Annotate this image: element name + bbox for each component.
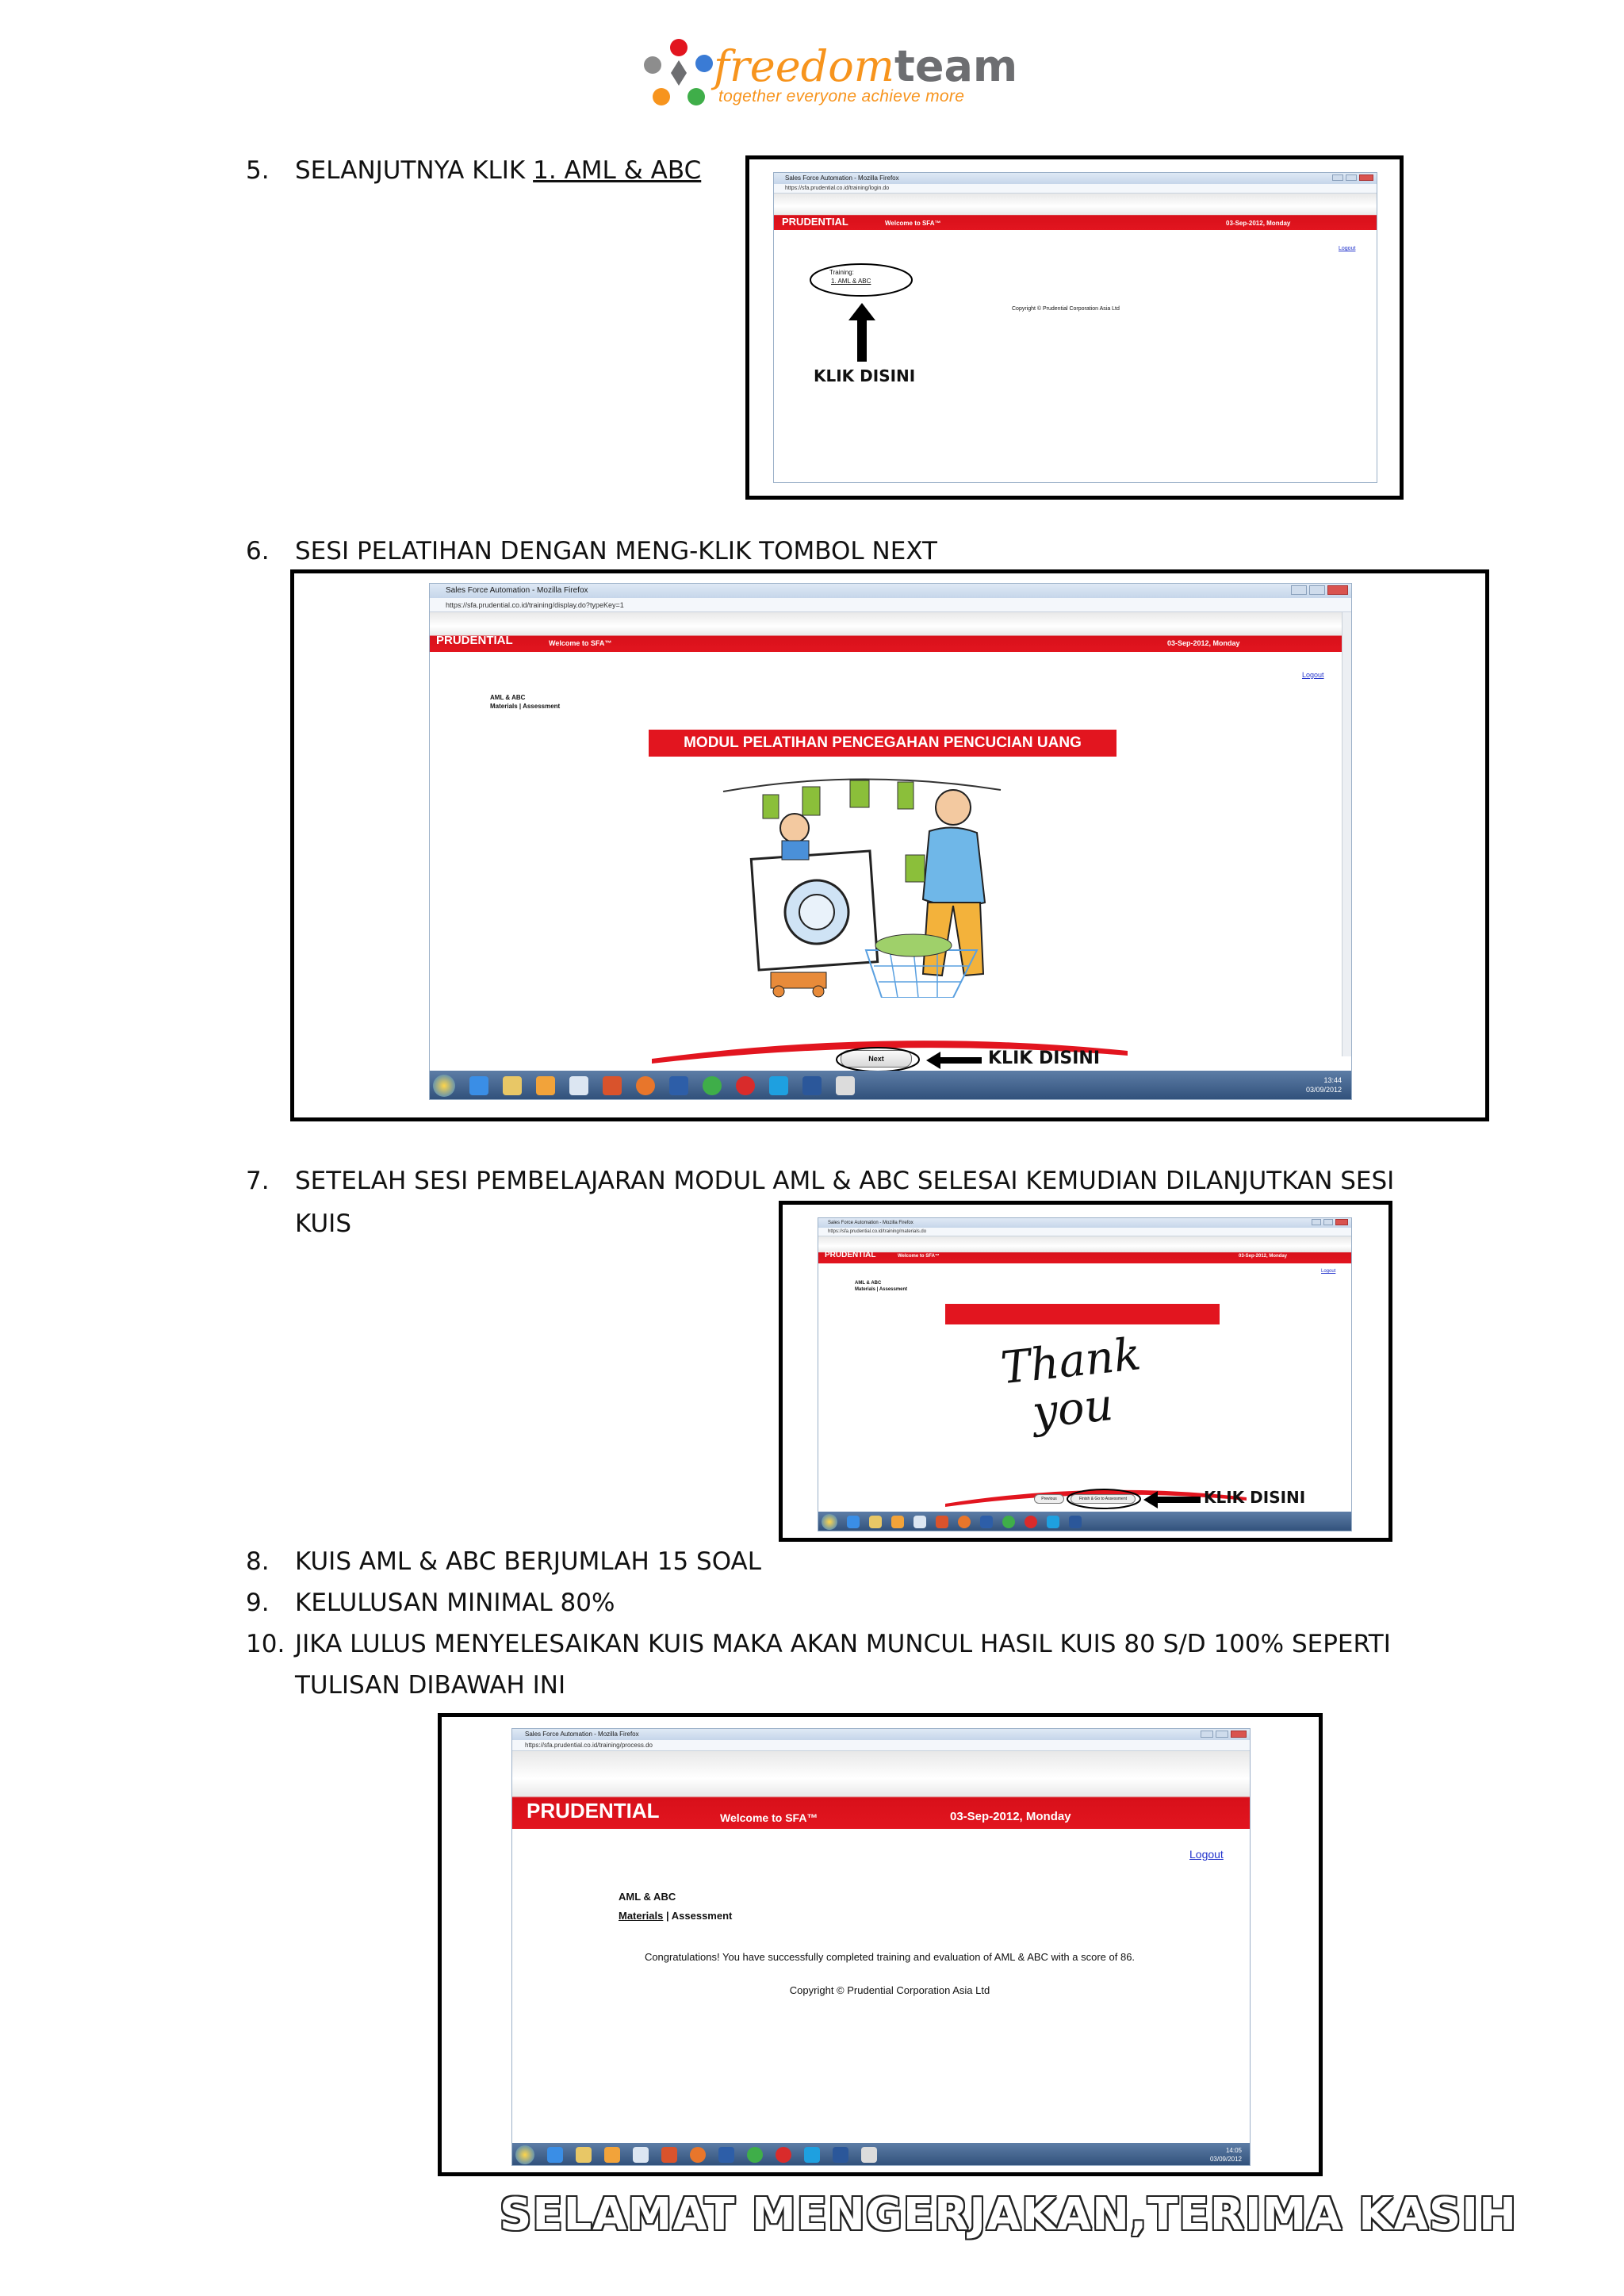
copyright-text: Copyright © Prudential Corporation Asia Ltd [789, 1984, 990, 1996]
welcome-text: Welcome to SFA™ [549, 639, 612, 647]
windows-taskbar [430, 1071, 1351, 1100]
highlight-ellipse [806, 260, 917, 300]
windows-taskbar [818, 1512, 1351, 1531]
window-controls[interactable] [1201, 1731, 1247, 1738]
browser-titlebar: Sales Force Automation - Mozilla Firefox [774, 173, 1377, 184]
step-number: 10. [246, 1630, 285, 1658]
app-icon[interactable] [776, 2147, 791, 2163]
tab-assessment[interactable]: Assessment [671, 1910, 733, 1922]
logout-link[interactable]: Logout [1302, 671, 1324, 679]
klik-disini-label: KLIK DISINI [1204, 1488, 1306, 1507]
tab-materials[interactable]: Materials [490, 703, 518, 710]
previous-button[interactable]: Previous [1034, 1494, 1064, 1504]
app-icon[interactable] [1025, 1516, 1037, 1528]
banner-date: 03-Sep-2012, Monday [1167, 639, 1240, 647]
app-icon[interactable] [669, 1076, 688, 1095]
app-icon[interactable] [914, 1516, 926, 1528]
powerpoint-icon[interactable] [603, 1076, 622, 1095]
step-text: KUIS AML & ABC BERJUMLAH 15 SOAL [295, 1547, 762, 1576]
browser-window [818, 1217, 1352, 1531]
tab-materials[interactable]: Materials [855, 1287, 876, 1292]
prudential-brand: PRUDENTIAL [436, 634, 513, 647]
step-number: 5. [246, 156, 270, 185]
app-icon[interactable] [718, 2147, 734, 2163]
step-text: KELULUSAN MINIMAL 80% [295, 1589, 615, 1617]
banner-date: 03-Sep-2012, Monday [1239, 1254, 1288, 1259]
tab-assessment[interactable]: Assessment [879, 1287, 908, 1292]
word-icon[interactable] [833, 2147, 848, 2163]
people-circle-icon [641, 36, 717, 113]
step-6 [246, 536, 1356, 568]
arrow-left-icon [1143, 1491, 1201, 1508]
firefox-icon[interactable] [690, 2147, 706, 2163]
url-bar[interactable]: https://sfa.prudential.co.id/training/materials.do [818, 1228, 1351, 1236]
taskbar-clock: 13:44 03/09/2012 [1305, 1076, 1342, 1094]
arrow-up-icon [848, 303, 875, 362]
step-9 [246, 1588, 959, 1619]
closing-message: SELAMAT MENGERJAKAN,TERIMA KASIH [500, 2189, 1518, 2240]
banner-date: 03-Sep-2012, Monday [950, 1810, 1071, 1823]
chrome-icon[interactable] [703, 1076, 722, 1095]
window-controls[interactable] [1332, 174, 1373, 181]
powerpoint-icon[interactable] [936, 1516, 948, 1528]
prudential-banner [512, 1751, 1250, 1829]
module-title: AML & ABC [490, 694, 526, 701]
url-bar[interactable]: https://sfa.prudential.co.id/training/display.do?typeKey=1 [430, 598, 1351, 612]
tab-assessment[interactable]: Assessment [523, 703, 561, 710]
folder-icon[interactable] [576, 2147, 592, 2163]
browser-window [511, 1728, 1251, 2166]
ie-icon[interactable] [547, 2147, 563, 2163]
browser-titlebar: Sales Force Automation - Mozilla Firefox [430, 584, 1351, 598]
training-item-aml-abc[interactable]: 1. AML & ABC [831, 278, 871, 285]
logo-tagline: together everyone achieve more [718, 87, 965, 105]
banner-date: 03-Sep-2012, Monday [1226, 220, 1291, 227]
module-header: AML & ABC Materials | Assessment [619, 1888, 732, 1926]
screenshot-training-list [745, 155, 1404, 500]
welcome-text: Welcome to SFA™ [898, 1254, 940, 1259]
module-title: AML & ABC [855, 1281, 882, 1286]
app-icon[interactable] [569, 1076, 588, 1095]
skype-icon[interactable] [804, 2147, 820, 2163]
window-controls[interactable] [1291, 585, 1348, 595]
word-icon[interactable] [1069, 1516, 1082, 1528]
logout-link[interactable]: Logout [1339, 246, 1356, 251]
start-button-icon[interactable] [822, 1514, 837, 1530]
highlight-ellipse [1066, 1488, 1142, 1510]
url-bar[interactable]: https://sfa.prudential.co.id/training/process.do [512, 1740, 1250, 1751]
klik-disini-label: KLIK DISINI [814, 366, 916, 385]
screenshot-quiz-result [438, 1713, 1323, 2176]
powerpoint-icon[interactable] [661, 2147, 677, 2163]
step-number: 9. [246, 1589, 270, 1617]
taskbar-clock: 14:05 03/09/2012 [1209, 2147, 1242, 2163]
module-header: AML & ABC Materials | Assessment [490, 694, 561, 710]
step-text-line2: KUIS [295, 1209, 352, 1238]
app-icon[interactable] [980, 1516, 993, 1528]
module-title: AML & ABC [619, 1891, 676, 1903]
thank-text: Thank [998, 1328, 1143, 1395]
tab-materials[interactable]: Materials [619, 1910, 664, 1922]
browser-window [429, 583, 1352, 1100]
chrome-icon[interactable] [1002, 1516, 1015, 1528]
url-bar[interactable]: https://sfa.prudential.co.id/training/login.do [774, 184, 1377, 194]
highlight-ellipse [834, 1045, 921, 1074]
step-number: 8. [246, 1547, 270, 1576]
taskbar-icons[interactable] [433, 1071, 855, 1100]
copyright-text: Copyright © Prudential Corporation Asia Ltd [1012, 306, 1120, 312]
step-text: SESI PELATIHAN DENGAN MENG-KLIK TOMBOL NEXT [295, 537, 937, 565]
ie-icon[interactable] [847, 1516, 860, 1528]
skype-icon[interactable] [769, 1076, 788, 1095]
module-banner [945, 1304, 1220, 1324]
laundry-cartoon-illustration [715, 760, 1032, 998]
media-player-icon[interactable] [891, 1516, 904, 1528]
step-8 [246, 1547, 959, 1578]
logout-link[interactable]: Logout [1189, 1848, 1224, 1861]
step-text-line1: JIKA LULUS MENYELESAIKAN KUIS MAKA AKAN MUNCUL HASIL KUIS 80 S/D 100% SEPERTI [295, 1630, 1391, 1658]
screenshot-training-module [290, 569, 1489, 1121]
prudential-banner [774, 194, 1377, 230]
logo-wordmark: freedomteam [714, 41, 1018, 91]
logout-link[interactable]: Logout [1321, 1269, 1336, 1274]
step-number: 6. [246, 537, 270, 565]
browser-titlebar: Sales Force Automation - Mozilla Firefox [818, 1218, 1351, 1228]
prudential-brand: PRUDENTIAL [782, 216, 848, 228]
step-number: 7. [246, 1167, 270, 1195]
prudential-banner [818, 1236, 1351, 1263]
step-5 [246, 155, 737, 187]
taskbar-icons[interactable] [515, 2143, 877, 2166]
media-player-icon[interactable] [604, 2147, 620, 2163]
step-text: SELANJUTNYA KLIK 1. AML & ABC [295, 156, 702, 185]
windows-taskbar [512, 2143, 1250, 2166]
skype-icon[interactable] [1047, 1516, 1059, 1528]
training-label: Training: [829, 269, 854, 276]
prudential-banner [430, 612, 1351, 652]
congratulations-message: Congratulations! You have successfully completed training and evaluation of AML & ABC with a score of 86. [644, 1951, 1136, 1963]
app-icon[interactable] [633, 2147, 649, 2163]
firefox-icon[interactable] [958, 1516, 971, 1528]
word-icon[interactable] [802, 1076, 822, 1095]
module-header: AML & ABC Materials | Assessment [855, 1281, 908, 1292]
you-text: you [1029, 1378, 1116, 1439]
scrollbar[interactable] [1342, 612, 1351, 1056]
thank-you-image [998, 1328, 1159, 1456]
go-to-assessment-button[interactable]: Finish & Go to Assessment [1071, 1494, 1136, 1504]
start-button-icon[interactable] [433, 1075, 455, 1097]
app-icon[interactable] [861, 2147, 877, 2163]
ie-icon[interactable] [469, 1076, 488, 1095]
arrow-left-icon [926, 1052, 982, 1069]
step-text-line1: SETELAH SESI PEMBELAJARAN MODUL AML & ABC SELESAI KEMUDIAN DILANJUTKAN SESI [295, 1167, 1395, 1195]
folder-icon[interactable] [503, 1076, 522, 1095]
app-icon[interactable] [836, 1076, 855, 1095]
screenshot-thank-you [779, 1201, 1392, 1542]
taskbar-icons[interactable] [822, 1512, 1082, 1531]
chrome-icon[interactable] [747, 2147, 763, 2163]
start-button-icon[interactable] [515, 2145, 534, 2164]
klik-disini-label: KLIK DISINI [988, 1048, 1101, 1068]
freedomteam-logo [641, 32, 1018, 119]
prudential-brand: PRUDENTIAL [825, 1251, 876, 1259]
step-text-line2: TULISAN DIBAWAH INI [295, 1671, 566, 1700]
app-icon[interactable] [736, 1076, 755, 1095]
browser-titlebar: Sales Force Automation - Mozilla Firefox [512, 1729, 1250, 1740]
step-10 [246, 1629, 1391, 1702]
firefox-icon[interactable] [636, 1076, 655, 1095]
welcome-text: Welcome to SFA™ [720, 1811, 818, 1824]
media-player-icon[interactable] [536, 1076, 555, 1095]
next-button[interactable]: Next [841, 1050, 912, 1068]
welcome-text: Welcome to SFA™ [885, 220, 941, 227]
prudential-brand: PRUDENTIAL [527, 1799, 660, 1823]
browser-window [773, 172, 1377, 483]
folder-icon[interactable] [869, 1516, 882, 1528]
module-banner: MODUL PELATIHAN PENCEGAHAN PENCUCIAN UANG [649, 730, 1116, 757]
aml-abc-link-text: 1. AML & ABC [533, 156, 702, 185]
window-controls[interactable] [1312, 1219, 1348, 1225]
